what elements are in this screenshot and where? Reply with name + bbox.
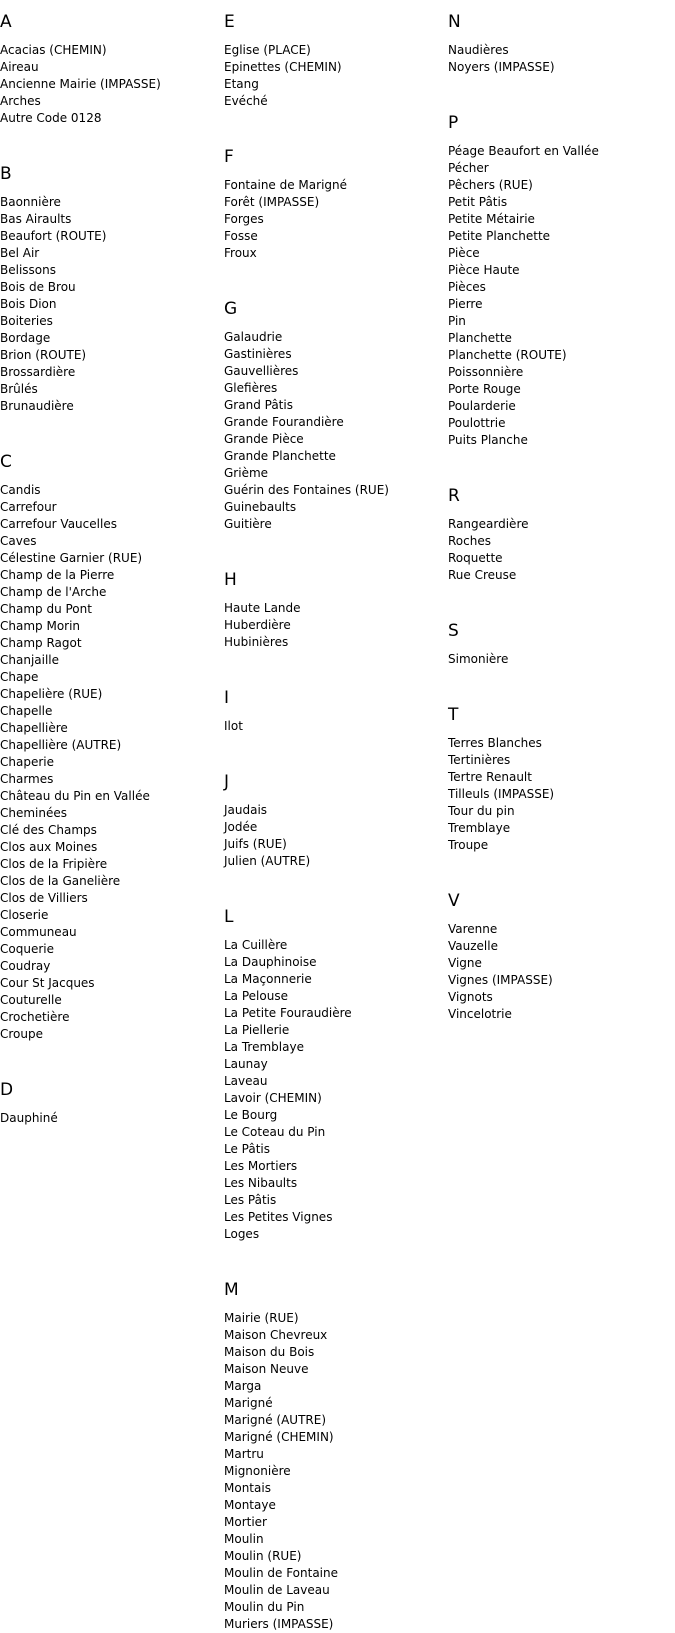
- street-list-item[interactable]: Montaye: [224, 1498, 276, 1512]
- street-list-item[interactable]: Chapellière: [0, 721, 68, 735]
- street-list-item[interactable]: Carrefour Vaucelles: [0, 517, 117, 531]
- street-list-item[interactable]: Champ Ragot: [0, 636, 82, 650]
- letter-section-v: [448, 879, 553, 1021]
- street-list-item[interactable]: Haute Lande: [224, 601, 301, 615]
- street-list-item[interactable]: La Dauphinoise: [224, 955, 317, 969]
- street-list-item[interactable]: Champ Morin: [0, 619, 81, 633]
- street-list-item[interactable]: Forêt (IMPASSE): [224, 195, 320, 209]
- street-list-item[interactable]: Pin: [448, 314, 466, 328]
- street-list-item[interactable]: Chape: [0, 670, 39, 684]
- street-list-item[interactable]: Arches: [0, 94, 41, 108]
- street-list-item[interactable]: Aireau: [0, 60, 39, 74]
- street-list-item[interactable]: Petite Métairie: [448, 212, 535, 226]
- street-list: [224, 718, 243, 735]
- street-list-item[interactable]: Maison du Bois: [224, 1345, 315, 1359]
- street-list-item[interactable]: La Pelouse: [224, 989, 288, 1003]
- street-list-item[interactable]: Galaudrie: [224, 330, 283, 344]
- letter-section-m: [224, 1268, 339, 1631]
- street-list-item[interactable]: Clos aux Moines: [0, 840, 98, 854]
- street-list-item[interactable]: Froux: [224, 246, 257, 260]
- letter-section-s: [448, 609, 509, 666]
- letter-section-n: [448, 0, 555, 74]
- street-list-item[interactable]: Hubinières: [224, 635, 289, 649]
- street-list-item[interactable]: Martru: [224, 1447, 264, 1461]
- street-list-item[interactable]: Brossardière: [0, 365, 76, 379]
- street-list-item[interactable]: Mignonière: [224, 1464, 291, 1478]
- street-list-item[interactable]: Troupe: [448, 838, 489, 852]
- street-list-item[interactable]: Grand Pâtis: [224, 398, 293, 412]
- street-list-item[interactable]: Jaudais: [224, 803, 268, 817]
- street-list-item[interactable]: Lavoir (CHEMIN): [224, 1091, 322, 1105]
- street-list-item[interactable]: Acacias (CHEMIN): [0, 43, 107, 57]
- street-list-item[interactable]: Croupe: [0, 1027, 43, 1041]
- street-list-item[interactable]: La Piellerie: [224, 1023, 290, 1037]
- street-list-item[interactable]: Tilleuls (IMPASSE): [448, 787, 555, 801]
- street-list-item[interactable]: Vauzelle: [448, 939, 498, 953]
- letter-section-b: [0, 152, 107, 413]
- letter-heading: A: [0, 12, 12, 32]
- street-list: [224, 1310, 338, 1633]
- letter-section-p: [448, 101, 599, 447]
- street-list-item[interactable]: Marga: [224, 1379, 262, 1393]
- street-list-item[interactable]: La Tremblaye: [224, 1040, 304, 1054]
- street-list-item[interactable]: La Cuillère: [224, 938, 288, 952]
- street-list-item[interactable]: Crochetière: [0, 1010, 70, 1024]
- street-list-item[interactable]: Les Pâtis: [224, 1193, 277, 1207]
- street-list-item[interactable]: Vignes (IMPASSE): [448, 973, 553, 987]
- street-list: [448, 42, 555, 76]
- street-list-item[interactable]: Mortier: [224, 1515, 267, 1529]
- street-list-item[interactable]: Guitière: [224, 517, 272, 531]
- street-list-item[interactable]: Pièces: [448, 280, 486, 294]
- street-list-item[interactable]: Bas Airaults: [0, 212, 72, 226]
- letter-section-j: [224, 760, 311, 868]
- street-list: [448, 516, 529, 584]
- street-list-item[interactable]: Champ de l'Arche: [0, 585, 107, 599]
- street-list-item[interactable]: Célestine Garnier (RUE): [0, 551, 143, 565]
- letter-section-e: [224, 0, 342, 108]
- street-list-item[interactable]: Moulin de Fontaine: [224, 1566, 339, 1580]
- street-list-item[interactable]: Clé des Champs: [0, 823, 97, 837]
- street-list-item[interactable]: Clos de la Ganelière: [0, 874, 121, 888]
- street-list: [224, 42, 342, 110]
- street-list: [0, 42, 161, 127]
- street-list: [0, 1110, 58, 1127]
- street-list-item[interactable]: Chapelle: [0, 704, 53, 718]
- street-list-item[interactable]: Pêchers (RUE): [448, 178, 533, 192]
- street-list-item[interactable]: La Petite Fouraudière: [224, 1006, 352, 1020]
- street-list-item[interactable]: Petit Pâtis: [448, 195, 508, 209]
- letter-heading: B: [0, 164, 12, 184]
- street-list-item[interactable]: Fosse: [224, 229, 258, 243]
- street-list-item[interactable]: Tertre Renault: [448, 770, 532, 784]
- street-list-item[interactable]: Rue Creuse: [448, 568, 517, 582]
- street-list-item[interactable]: Le Bourg: [224, 1108, 278, 1122]
- street-list-item[interactable]: Péage Beaufort en Vallée: [448, 144, 599, 158]
- street-list-item[interactable]: Champ de la Pierre: [0, 568, 115, 582]
- street-list-item[interactable]: Belissons: [0, 263, 56, 277]
- letter-section-g: [224, 287, 389, 531]
- letter-section-c: [0, 440, 150, 1041]
- street-list-item[interactable]: Beaufort (ROUTE): [0, 229, 107, 243]
- street-list-item[interactable]: Terres Blanches: [448, 736, 542, 750]
- street-list-item[interactable]: Julien (AUTRE): [224, 854, 311, 868]
- letter-heading: D: [0, 1080, 14, 1100]
- street-list-item[interactable]: Couturelle: [0, 993, 62, 1007]
- street-list-item[interactable]: Pécher: [448, 161, 489, 175]
- street-list-item[interactable]: Moulin (RUE): [224, 1549, 302, 1563]
- street-list-item[interactable]: Pièce: [448, 246, 480, 260]
- street-list-item[interactable]: Noyers (IMPASSE): [448, 60, 555, 74]
- street-list-item[interactable]: Le Pâtis: [224, 1142, 271, 1156]
- letter-heading: N: [448, 12, 461, 32]
- letter-section-h: [224, 558, 301, 649]
- street-list-item[interactable]: Clos de la Fripière: [0, 857, 108, 871]
- street-list-item[interactable]: Mairie (RUE): [224, 1311, 299, 1325]
- street-list: [448, 921, 553, 1023]
- letter-heading: T: [448, 705, 459, 725]
- letter-heading: M: [224, 1280, 239, 1300]
- street-list-item[interactable]: Evéché: [224, 94, 268, 108]
- street-list: [448, 735, 554, 854]
- street-list-item[interactable]: Coudray: [0, 959, 51, 973]
- street-list-item[interactable]: Tertinières: [448, 753, 511, 767]
- street-list: [448, 651, 508, 668]
- street-list-item[interactable]: Naudières: [448, 43, 509, 57]
- street-list-item[interactable]: Moulin de Laveau: [224, 1583, 330, 1597]
- letter-section-l: [224, 895, 352, 1241]
- street-list-item[interactable]: Rangeardière: [448, 517, 529, 531]
- letter-section-a: [0, 0, 161, 125]
- street-list-item[interactable]: Autre Code 0128: [0, 111, 102, 125]
- street-list-item[interactable]: Les Mortiers: [224, 1159, 298, 1173]
- street-list-item[interactable]: Forges: [224, 212, 264, 226]
- street-list-item[interactable]: Grande Fourandière: [224, 415, 344, 429]
- street-list-item[interactable]: Tremblaye: [448, 821, 511, 835]
- street-list-item[interactable]: Cheminées: [0, 806, 68, 820]
- street-list: [224, 802, 310, 870]
- street-list-item[interactable]: Guérin des Fontaines (RUE): [224, 483, 389, 497]
- letter-heading: P: [448, 113, 459, 133]
- street-list-item[interactable]: Roquette: [448, 551, 503, 565]
- letter-section-d: [0, 1068, 58, 1125]
- street-list-item[interactable]: Bois de Brou: [0, 280, 76, 294]
- letter-section-r: [448, 474, 529, 582]
- street-list-item[interactable]: Bois Dion: [0, 297, 57, 311]
- street-list-item[interactable]: Marigné (CHEMIN): [224, 1430, 334, 1444]
- street-list-item[interactable]: Boiteries: [0, 314, 53, 328]
- street-list-item[interactable]: Moulin: [224, 1532, 264, 1546]
- street-list-item[interactable]: Château du Pin en Vallée: [0, 789, 150, 803]
- street-list-item[interactable]: Ilot: [224, 719, 243, 733]
- letter-heading: I: [224, 688, 230, 708]
- street-list-item[interactable]: Muriers (IMPASSE): [224, 1617, 334, 1631]
- street-list-item[interactable]: Simonière: [448, 652, 509, 666]
- street-list: [224, 329, 389, 533]
- letter-heading: R: [448, 486, 460, 506]
- street-list-item[interactable]: Tour du pin: [448, 804, 515, 818]
- street-list-item[interactable]: Chanjaille: [0, 653, 60, 667]
- street-list-item[interactable]: Brunaudière: [0, 399, 74, 413]
- street-list-item[interactable]: Guinebaults: [224, 500, 297, 514]
- street-list: [224, 937, 352, 1243]
- letter-heading: E: [224, 12, 235, 32]
- street-list-item[interactable]: Epinettes (CHEMIN): [224, 60, 342, 74]
- street-list-item[interactable]: Launay: [224, 1057, 268, 1071]
- letter-heading: L: [224, 907, 234, 927]
- letter-heading: J: [224, 772, 230, 792]
- street-list-item[interactable]: Gastinières: [224, 347, 292, 361]
- street-list-item[interactable]: Marigné (AUTRE): [224, 1413, 326, 1427]
- street-list-item[interactable]: Grande Planchette: [224, 449, 336, 463]
- street-list-item[interactable]: Maison Chevreux: [224, 1328, 328, 1342]
- street-list-item[interactable]: Ancienne Mairie (IMPASSE): [0, 77, 161, 91]
- street-list-item[interactable]: Brûlés: [0, 382, 38, 396]
- street-list-item[interactable]: Loges: [224, 1227, 260, 1241]
- street-list-item[interactable]: Glefières: [224, 381, 278, 395]
- street-list-item[interactable]: Poissonnière: [448, 365, 524, 379]
- street-list-item[interactable]: Roches: [448, 534, 491, 548]
- street-list-item[interactable]: Juifs (RUE): [224, 837, 287, 851]
- street-list-item[interactable]: Bordage: [0, 331, 51, 345]
- street-list-item[interactable]: Champ du Pont: [0, 602, 92, 616]
- street-list-item[interactable]: Pierre: [448, 297, 483, 311]
- street-list-item[interactable]: Le Coteau du Pin: [224, 1125, 326, 1139]
- letter-heading: C: [0, 452, 12, 472]
- letter-section-i: [224, 676, 243, 733]
- street-list-item[interactable]: Les Petites Vignes: [224, 1210, 333, 1224]
- street-list-item[interactable]: Moulin du Pin: [224, 1600, 305, 1614]
- street-list-item[interactable]: Gauvellières: [224, 364, 299, 378]
- street-list-item[interactable]: Planchette: [448, 331, 512, 345]
- street-list-item[interactable]: Etang: [224, 77, 259, 91]
- street-list-item[interactable]: Chapellière (AUTRE): [0, 738, 122, 752]
- street-list-item[interactable]: Porte Rouge: [448, 382, 521, 396]
- street-list-item[interactable]: Laveau: [224, 1074, 268, 1088]
- street-list: [0, 482, 150, 1043]
- letter-section-t: [448, 693, 555, 852]
- street-list-item[interactable]: Candis: [0, 483, 41, 497]
- street-list-item[interactable]: Cour St Jacques: [0, 976, 95, 990]
- street-list-item[interactable]: Huberdière: [224, 618, 291, 632]
- street-list-item[interactable]: Fontaine de Marigné: [224, 178, 348, 192]
- letter-heading: G: [224, 299, 238, 319]
- street-list-item[interactable]: Eglise (PLACE): [224, 43, 311, 57]
- street-list-item[interactable]: Coquerie: [0, 942, 54, 956]
- street-list-item[interactable]: Clos de Villiers: [0, 891, 88, 905]
- street-list-item[interactable]: La Maçonnerie: [224, 972, 312, 986]
- street-list-item[interactable]: Planchette (ROUTE): [448, 348, 567, 362]
- street-list-item[interactable]: Chaperie: [0, 755, 54, 769]
- street-list: [224, 177, 347, 262]
- street-list-item[interactable]: Bel Air: [0, 246, 40, 260]
- letter-heading: V: [448, 891, 460, 911]
- street-list-item[interactable]: Grande Pièce: [224, 432, 304, 446]
- street-list-item[interactable]: Vincelotrie: [448, 1007, 512, 1021]
- street-list-item[interactable]: Les Nibaults: [224, 1176, 298, 1190]
- street-list: [0, 194, 106, 415]
- street-list-item[interactable]: Closerie: [0, 908, 49, 922]
- street-list-item[interactable]: Grième: [224, 466, 269, 480]
- street-list-item[interactable]: Montais: [224, 1481, 271, 1495]
- street-list-item[interactable]: Vigne: [448, 956, 482, 970]
- street-list-item[interactable]: Pièce Haute: [448, 263, 520, 277]
- street-list-item[interactable]: Communeau: [0, 925, 77, 939]
- street-list-item[interactable]: Puits Planche: [448, 433, 528, 447]
- street-list-item[interactable]: Vignots: [448, 990, 493, 1004]
- letter-section-f: [224, 135, 348, 260]
- letter-heading: F: [224, 147, 234, 167]
- street-list-item[interactable]: Petite Planchette: [448, 229, 551, 243]
- street-list: [224, 600, 301, 651]
- street-list-item[interactable]: Maison Neuve: [224, 1362, 309, 1376]
- street-list-item[interactable]: Dauphiné: [0, 1111, 58, 1125]
- street-list-item[interactable]: Varenne: [448, 922, 498, 936]
- street-list-item[interactable]: Carrefour: [0, 500, 57, 514]
- letter-heading: H: [224, 570, 237, 590]
- street-list-item[interactable]: Brion (ROUTE): [0, 348, 87, 362]
- street-list-item[interactable]: Baonnière: [0, 195, 61, 209]
- street-list-item[interactable]: Caves: [0, 534, 37, 548]
- street-list-item[interactable]: Marigné: [224, 1396, 273, 1410]
- street-list-item[interactable]: Poularderie: [448, 399, 516, 413]
- street-list-item[interactable]: Jodée: [224, 820, 258, 834]
- street-list-item[interactable]: Chapelière (RUE): [0, 687, 103, 701]
- street-list-item[interactable]: Poulottrie: [448, 416, 506, 430]
- street-list-item[interactable]: Charmes: [0, 772, 54, 786]
- letter-heading: S: [448, 621, 459, 641]
- street-list: [448, 143, 599, 449]
